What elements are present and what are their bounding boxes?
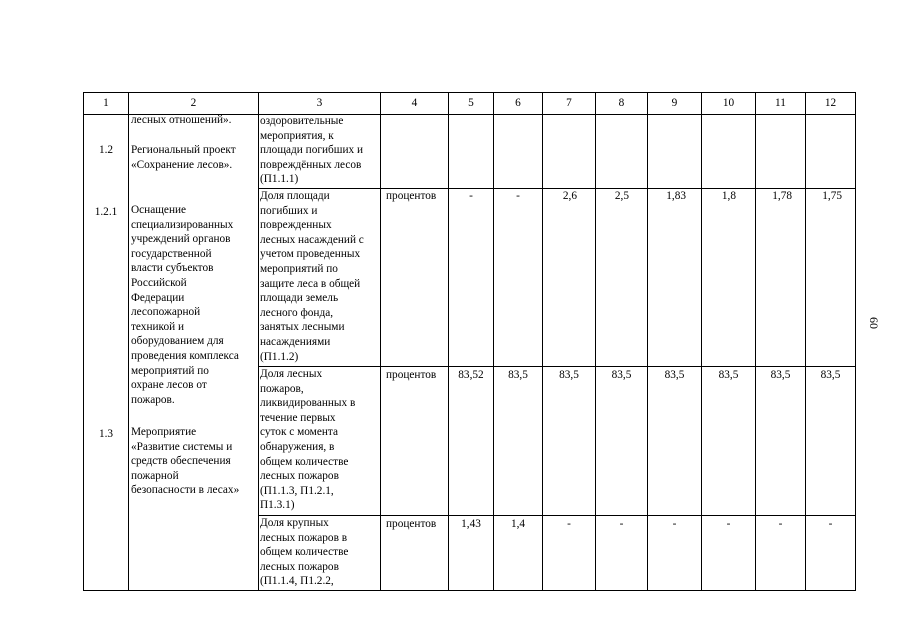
activity-line: Оснащение [131, 204, 187, 216]
indicator-line: поврежденных [260, 219, 332, 232]
indicator-line: лесного фонда, [260, 306, 334, 319]
indicator-line: оздоровительные [260, 115, 344, 127]
indicator-line: занятых лесными [260, 321, 345, 334]
value-cell: - [672, 518, 677, 530]
activity-line: Региональный проект [131, 144, 236, 156]
activity-line: специализированных [131, 218, 234, 231]
activity-line: средств обеспечения [131, 455, 231, 468]
value-cell: 1,4 [510, 518, 526, 530]
indicator-line: площади погибших и [260, 144, 364, 157]
activity-line: Федерации [131, 291, 185, 304]
value-cell: 1,83 [666, 190, 686, 202]
indicator-line: (П1.1.2) [260, 350, 299, 363]
value-cell: 1,43 [461, 518, 481, 530]
indicator-line: общем количестве [260, 546, 349, 559]
value-cell: 1,8 [721, 190, 736, 202]
activity-line: оборудованием для [131, 335, 224, 348]
activity-line: техникой и [131, 320, 185, 333]
value-cell: 83,5 [770, 369, 791, 381]
value-cell: - [778, 518, 783, 530]
header-cell: 12 [824, 97, 837, 109]
indicator-line: обнаружения, в [260, 441, 335, 453]
value-cell: 83,5 [559, 369, 579, 381]
indicator-line: П1.3.1) [260, 499, 295, 512]
indicator-line: лесных насаждений с [260, 233, 364, 246]
value-cell: - [828, 518, 833, 530]
header-cell: 3 [316, 97, 323, 109]
row-number: 1.2.1 [94, 206, 118, 218]
indicator-line: лесных пожаров в [260, 531, 348, 544]
indicator-line: Доля крупных [260, 517, 329, 529]
activity-line: Мероприятие [131, 426, 197, 438]
activity-line: мероприятий по [131, 364, 209, 377]
indicator-line: (П1.1.3, П1.2.1, [260, 484, 334, 497]
indicator-line: мероприятий по [260, 263, 338, 275]
indicator-line: Доля площади [260, 190, 330, 202]
value-cell: - [516, 190, 520, 202]
indicator-line: Доля лесных [260, 368, 323, 380]
activity-line: власти субъектов [131, 262, 214, 275]
activity-line: государственной [131, 247, 212, 260]
value-cell: 1,78 [772, 190, 792, 202]
indicator-line: мероприятия, к [260, 129, 334, 142]
indicator-line: лесных пожаров [260, 470, 339, 483]
value-cell: 2,6 [562, 190, 577, 202]
header-cell: 7 [566, 97, 572, 109]
header-cell: 8 [618, 97, 625, 109]
value-cell: 83,5 [718, 369, 739, 381]
row-number: 1.3 [98, 428, 114, 440]
value-cell: - [726, 518, 731, 530]
activity-line: проведения комплекса [131, 350, 239, 362]
value-cell: 83,5 [664, 369, 685, 381]
page-number: 60 [867, 317, 881, 329]
value-cell: 2,5 [614, 190, 629, 202]
activity-line: лесных отношений». [131, 114, 232, 126]
indicator-line: общем количестве [260, 455, 349, 468]
unit-cell: процентов [386, 518, 437, 530]
indicator-line: лесных пожаров [260, 560, 339, 573]
activity-line: безопасности в лесах» [131, 484, 240, 497]
indicator-line: ликвидированных в [260, 397, 356, 410]
indicator-line: учетом проведенных [260, 248, 361, 261]
indicator-line: (П1.1.4, П1.2.2, [260, 575, 334, 588]
header-cell: 1 [103, 97, 109, 109]
header-cell: 2 [190, 97, 197, 109]
indicator-line: суток с момента [260, 426, 338, 439]
value-cell: 1,75 [822, 190, 842, 202]
indicator-line: пожаров, [260, 382, 304, 395]
activity-line: охране лесов от [131, 379, 207, 392]
indicator-line: повреждённых лесов [260, 158, 362, 171]
indicator-line: насаждениями [260, 336, 331, 348]
value-cell: 83,5 [820, 369, 841, 381]
header-cell: 9 [671, 97, 678, 109]
header-cell: 4 [411, 97, 418, 109]
header-cell: 10 [722, 97, 735, 109]
indicator-line: течение первых [260, 411, 336, 424]
unit-cell: процентов [386, 190, 437, 202]
activity-line: пожарной [131, 469, 179, 482]
value-cell: - [469, 190, 473, 202]
activity-line: Российской [131, 277, 187, 289]
value-cell: - [619, 518, 624, 530]
activity-line: лесопожарной [131, 306, 201, 319]
value-cell: 83,5 [611, 369, 632, 381]
unit-cell: процентов [386, 369, 437, 381]
header-cell: 5 [468, 97, 474, 109]
row-number: 1.2 [98, 144, 114, 156]
header-cell: 11 [775, 97, 786, 109]
activity-line: «Развитие системы и [131, 440, 233, 453]
value-cell: 83,5 [508, 369, 528, 381]
activity-line: учреждений органов [131, 233, 231, 246]
value-cell: 83,52 [458, 369, 484, 381]
activity-line: «Сохранение лесов». [131, 158, 233, 171]
indicator-line: площади земель [260, 292, 339, 305]
header-cell: 6 [515, 97, 521, 109]
activity-line: пожаров. [131, 393, 175, 406]
indicator-line: (П1.1.1) [260, 173, 299, 186]
indicator-line: погибших и [260, 204, 318, 217]
indicator-line: защите леса в общей [260, 277, 361, 290]
value-cell: - [567, 518, 571, 530]
